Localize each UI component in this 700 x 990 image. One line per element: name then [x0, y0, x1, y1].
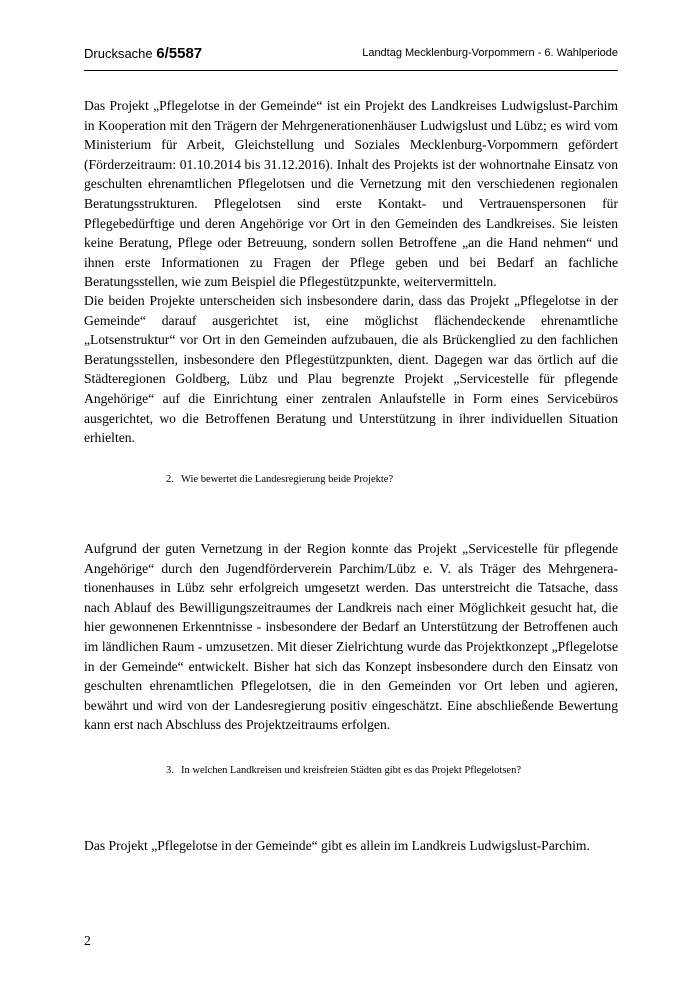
page-number: 2: [84, 933, 91, 948]
answer-paragraph-4: Das Projekt „Pflegelotse in der Gemeinde“ gibt es allein im Landkreis Ludwigslust-Parchim.: [84, 838, 590, 853]
answer-paragraph-3: Aufgrund der guten Vernetzung in der Region konnte das Projekt „Servicestelle für pflegende Angehörige“ durch den Jugendförderverein Parchim/Lübz e. V. als Träger des Mehrgenerationenhauses in Lübz sehr erfolgreich umgesetzt werden. Das unterstreicht die Tatsache, dass nach Ablauf des Bewilligungszeitraumes der Landkreis nach einer Möglichkeit gesucht hat, die hier gewonnenen Erkenntnisse - insbesondere der Bedarf an Unterstützung der Betroffenen auch im ländlichen Raum - umzusetzen. Mit dieser Zielrichtung wurde das Projektkonzept „Pflegelotse in der Gemeinde“ entwickelt. Bisher hat sich das Konzept insbesondere durch den Einsatz von geschulten ehrenamtlichen Pflegelotsen, die in den Gemeinden vor Ort leben und agieren, bewährt und wird von der Landesregierung positiv eingeschätzt. Eine abschließende Bewertung kann erst nach Abschluss des Projektzeitraums erfolgen.: [84, 541, 618, 733]
answer-paragraph-2: Die beiden Projekte unterscheiden sich insbesondere darin, dass das Projekt „Pflegelotse in der Gemeinde“ darauf ausgerichtet ist, eine möglichst flächendeckende ehrenamtliche „Lotsenstruktur“ vor Ort in den Gemeinden aufzubauen, die als Brückenglied zu den fachlichen Beratungsstellen, insbesondere den Pflegestützpunkten, dient. Dagegen war das örtlich auf die Städteregionen Goldberg, Lübz und Plau begrenzte Projekt „Servicestelle für pflegende Angehörige“ auf die Einrichtung einer zentralen Anlaufstelle in Form eines Servicebüros ausgerichtet, wo die Betroffenen Beratung und Unterstützung in ihrer individuellen Situation erhielten.: [84, 293, 618, 446]
document-reference: [84, 45, 202, 62]
document-number: 6/5587: [156, 45, 203, 62]
question-2-number: 2.: [166, 474, 174, 485]
question-2: [166, 472, 524, 487]
document-label: Drucksache: [84, 46, 153, 61]
question-3: [166, 763, 524, 778]
parliament-label: Landtag Mecklenburg-Vorpommern - 6. Wahlperiode: [362, 47, 618, 59]
question-3-text: In welchen Landkreisen und kreisfreien Städten gibt es das Projekt Pflegelotsen?: [181, 765, 521, 776]
answer-paragraph-1: Das Projekt „Pflegelotse in der Gemeinde“ ist ein Projekt des Landkreises Ludwigslust-Parchim in Kooperation mit den Trägern der Mehrgenerationenhäuser Ludwigslust und Lübz; es wird vom Ministerium für Arbeit, Gleichstellung und Soziales Mecklenburg-Vorpommern gefördert (Förderzeitraum: 01.10.2014 bis 31.12.2016). Inhalt des Projekts ist der wohnortnahe Einsatz von geschulten ehrenamtlichen Pflegelotsen und die Vernetzung mit den verschiedenen regionalen Beratungsstrukturen. Pflegelotsen sind erste Kontakt- und Vertrauenspersonen für Pflegebedürftige und deren Angehörige vor Ort in den Gemeinden des Landkreises. Sie leisten keine Beratung, Pflege oder Betreuung, sondern sollen Betroffene „an die Hand nehmen“ und ihnen erste Informationen zu Fragen der Pflege geben und bei Bedarf an fachliche Beratungsstellen, wie zum Beispiel die Pflegestützpunkte, weitervermitteln.: [84, 98, 618, 290]
question-3-number: 3.: [166, 765, 174, 776]
question-2-text: Wie bewertet die Landesregierung beide Projekte?: [181, 474, 394, 485]
page-header: [84, 44, 618, 71]
